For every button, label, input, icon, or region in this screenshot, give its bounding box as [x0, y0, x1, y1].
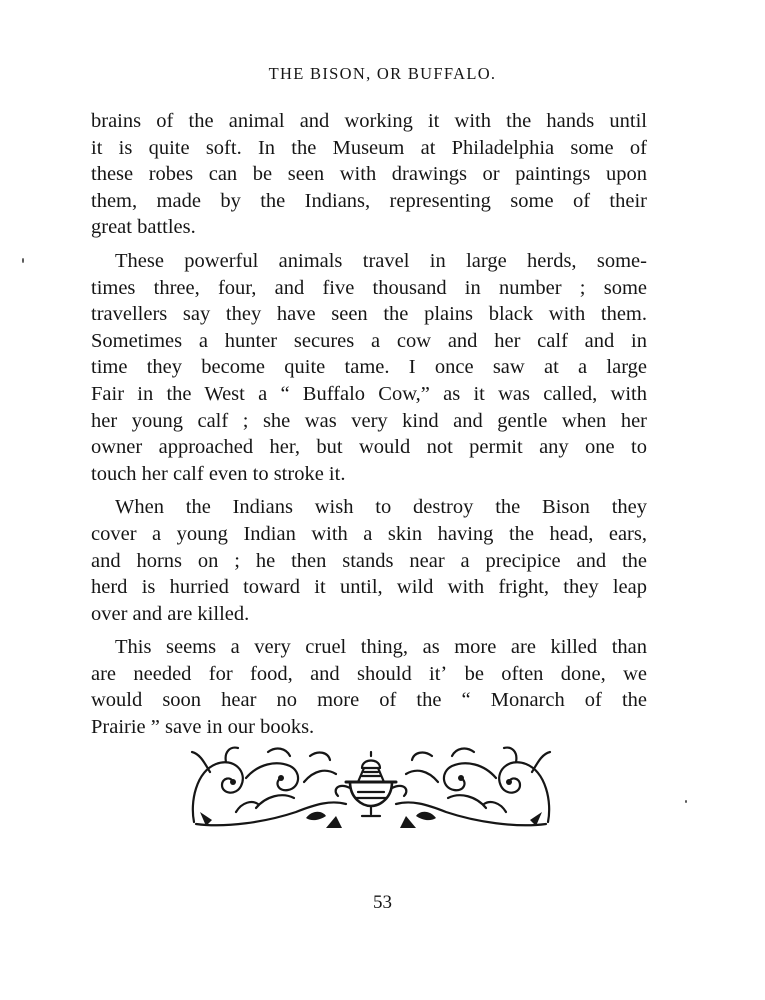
- text-line: over and are killed.: [91, 602, 250, 625]
- text-line: travellers say they have seen the plains black with them.: [91, 303, 647, 326]
- text-line: These powerful animals travel in large herds, some-: [115, 249, 647, 272]
- paper-speck: [685, 800, 687, 803]
- text-line: would soon hear no more of the “ Monarch of the: [91, 689, 647, 712]
- paragraph-4: [91, 634, 647, 740]
- paper-speck: [22, 258, 24, 263]
- text-line: This seems a very cruel thing, as more are killed than: [115, 636, 647, 659]
- text-line: times three, four, and five thousand in number ; some: [91, 276, 647, 299]
- text-line: Prairie ” save in our books.: [91, 716, 315, 739]
- text-line: herd is hurried toward it until, wild with fright, they leap: [91, 576, 647, 599]
- page-number: 53: [373, 892, 392, 913]
- text-line: cover a young Indian with a skin having the head, ears,: [91, 522, 647, 545]
- text-line: brains of the animal and working it with the hands until: [91, 110, 647, 132]
- text-line: it is quite soft. In the Museum at Philadelphia some of: [91, 136, 647, 159]
- text-line: When the Indians wish to destroy the Bison they: [115, 496, 647, 519]
- text-line: Fair in the West a “ Buffalo Cow,” as it was called, with: [91, 382, 647, 405]
- floral-urn-ornament-icon: [186, 742, 556, 832]
- running-head: THE BISON, OR BUFFALO.: [268, 64, 497, 83]
- text-line: and horns on ; he then stands near a precipice and the: [91, 549, 647, 572]
- paragraph-3: [91, 494, 647, 627]
- text-line: time they become quite tame. I once saw at a large: [91, 356, 647, 379]
- text-line: these robes can be seen with drawings or paintings upon: [91, 163, 647, 186]
- text-line: touch her calf even to stroke it.: [91, 462, 346, 485]
- text-line: great battles.: [91, 216, 196, 239]
- text-line: are needed for food, and should itʼ be often done, we: [91, 662, 647, 685]
- paragraph-1: [91, 108, 647, 241]
- text-line: owner approached her, but would not permit any one to: [91, 436, 647, 459]
- body-text: [91, 108, 647, 748]
- text-line: them, made by the Indians, representing some of their: [91, 189, 647, 212]
- text-line: her young calf ; she was very kind and gentle when her: [91, 409, 647, 432]
- text-line: Sometimes a hunter secures a cow and her calf and in: [91, 329, 647, 352]
- paragraph-2: [91, 248, 647, 487]
